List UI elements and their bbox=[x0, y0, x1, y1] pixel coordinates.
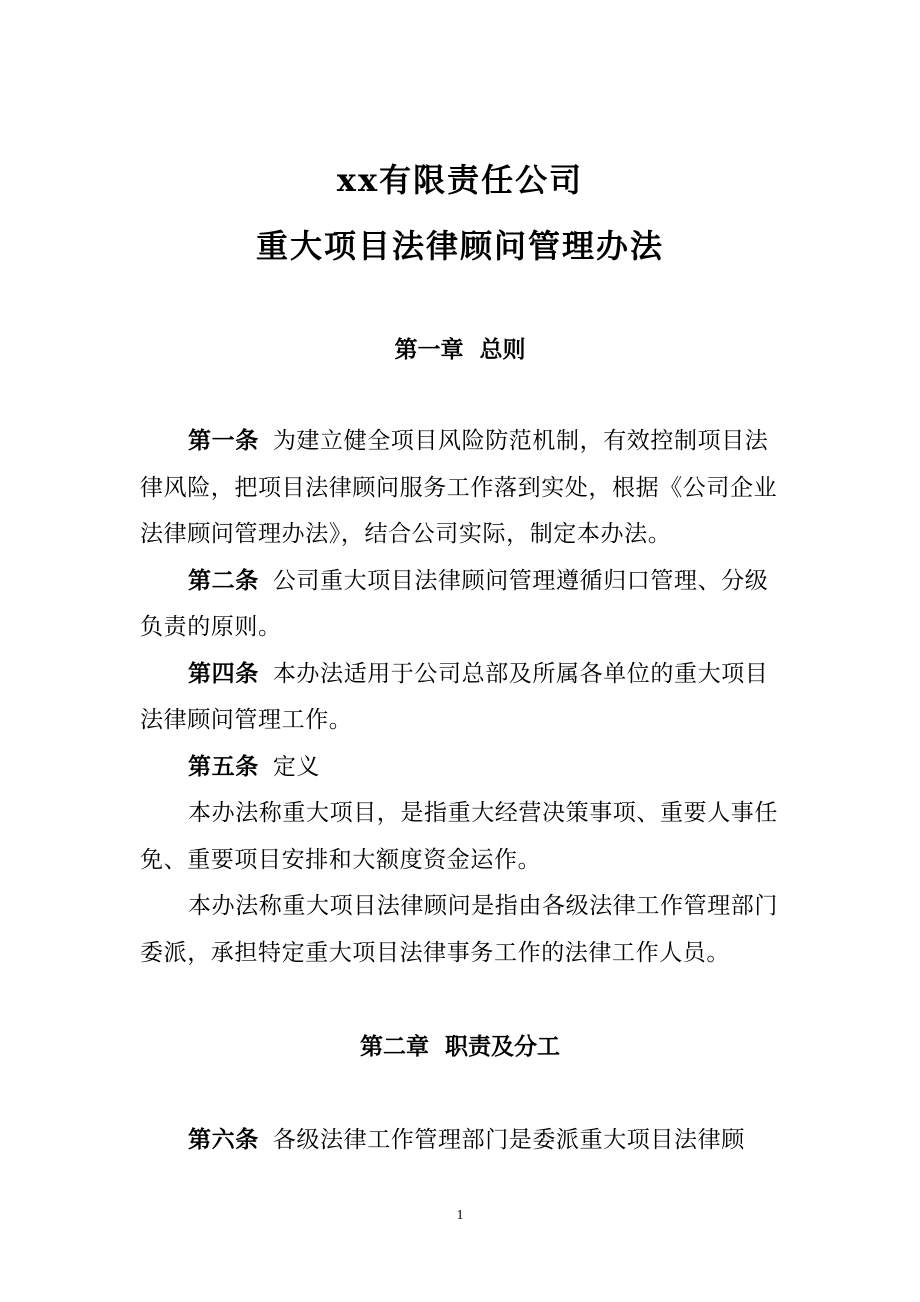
article-text: 定义 bbox=[272, 753, 321, 780]
article-1 bbox=[140, 418, 790, 558]
chapter-2-body bbox=[140, 1117, 790, 1164]
article-label: 第五条 bbox=[188, 752, 259, 780]
article-label: 第一条 bbox=[188, 427, 259, 454]
article-label: 第六条 bbox=[188, 1126, 259, 1153]
chapter-heading-2: 第二章 职责及分工 bbox=[359, 1033, 560, 1060]
article-2 bbox=[140, 558, 790, 651]
page-number: 1 bbox=[456, 1208, 464, 1223]
definition-paragraph-2: 本办法称重大项目法律顾问是指由各级法律工作管理部门委派，承担特定重大项目法律事务工作的法律工作人员。 bbox=[140, 893, 778, 966]
article-text: 公司重大项目法律顾问管理遵循归口管理、分级负责的原则。 bbox=[140, 567, 769, 640]
article-label: 第四条 bbox=[188, 659, 259, 687]
company-title: xx有限责任公司 bbox=[336, 161, 584, 199]
article-5 bbox=[140, 744, 790, 791]
article-6 bbox=[140, 1117, 790, 1164]
article-text: 各级法律工作管理部门是委派重大项目法律顾 bbox=[272, 1127, 745, 1153]
article-text: 为建立健全项目风险防范机制，有效控制项目法律风险，把项目法律顾问服务工作落到实处，根据《公司企业法律顾问管理办法》，结合公司实际，制定本办法。 bbox=[140, 428, 778, 547]
chapter-heading-1: 第一章 总则 bbox=[394, 336, 526, 363]
article-4 bbox=[140, 651, 790, 744]
definition-paragraph-1: 本办法称重大项目，是指重大经营决策事项、重要人事任免、重要项目安排和大额度资金运作。 bbox=[140, 800, 778, 873]
chapter-1-body bbox=[140, 418, 790, 976]
article-label: 第二条 bbox=[188, 566, 259, 594]
document-title: 重大项目法律顾问管理办法 bbox=[255, 227, 664, 265]
article-text: 本办法适用于公司总部及所属各单位的重大项目法律顾问管理工作。 bbox=[140, 660, 769, 733]
